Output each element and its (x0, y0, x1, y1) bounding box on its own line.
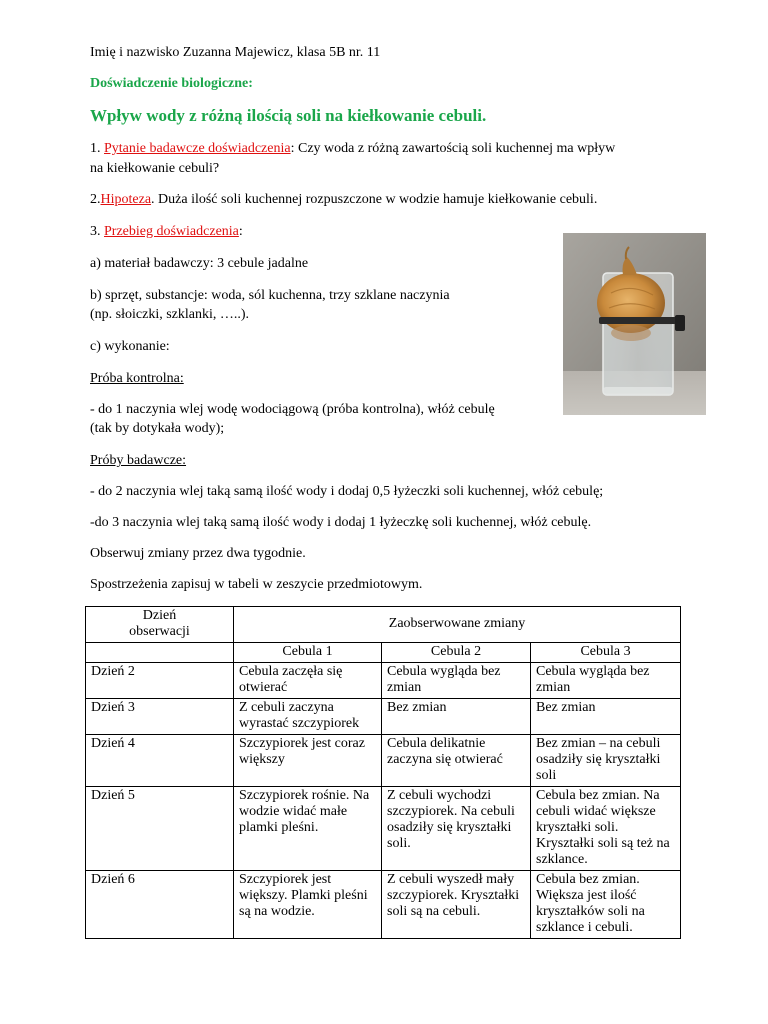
materials-line: a) materiał badawczy: 3 cebule jadalne (90, 256, 309, 271)
hypothesis-label: Hipoteza (100, 192, 152, 207)
table-onion-header-row (86, 643, 681, 663)
test3-line: -do 3 naczynia wlej taką samą ilość wody i dodaj 1 łyżeczkę soli kuchennej, włóż cebulę. (90, 515, 592, 530)
day-cell: Dzień 6 (86, 871, 234, 939)
header-onion-3: Cebula 3 (531, 643, 681, 663)
test2-line: - do 2 naczynia wlej taką samą ilość wody i dodaj 0,5 łyżeczki soli kuchennej, włóż cebulę; (90, 484, 604, 499)
day-cell: Dzień 5 (86, 787, 234, 871)
research-question-line1 (90, 140, 615, 158)
header-onion-2: Cebula 2 (382, 643, 531, 663)
procedure-label: Przebieg doświadczenia (104, 224, 239, 239)
onion1-cell: Cebula zaczęła się otwierać (234, 663, 382, 699)
onion1-cell: Szczypiorek jest większy. Plamki pleśni są na wodzie. (234, 871, 382, 939)
table-row (86, 699, 681, 735)
equipment-line1: b) sprzęt, substancje: woda, sól kuchenna, trzy szklane naczynia (90, 288, 450, 303)
onion2-cell: Z cebuli wychodzi szczypiorek. Na cebuli osadziły się kryształki soli. (382, 787, 531, 871)
header-onion-1: Cebula 1 (234, 643, 382, 663)
hypothesis-line (90, 191, 597, 209)
research-question-line2: na kiełkowanie cebuli? (90, 161, 220, 176)
section-label: Doświadczenie biologiczne: (90, 76, 253, 91)
record-line: Spostrzeżenia zapisuj w tabeli w zeszycie przedmiotowym. (90, 577, 423, 592)
control-heading: Próba kontrolna: (90, 371, 184, 386)
hypothesis-number: 2. (90, 192, 101, 207)
onion2-cell: Bez zmian (382, 699, 531, 735)
procedure-heading (90, 223, 243, 241)
table-row (86, 871, 681, 939)
procedure-colon: : (238, 224, 243, 239)
onion1-cell: Z cebuli zaczyna wyrastać szczypiorek (234, 699, 382, 735)
onion2-cell: Cebula delikatnie zaczyna się otwierać (382, 735, 531, 787)
tests-heading: Próby badawcze: (90, 453, 187, 468)
day-cell: Dzień 4 (86, 735, 234, 787)
onion2-cell: Z cebuli wyszedł mały szczypiorek. Kryształki soli są na cebuli. (382, 871, 531, 939)
onion3-cell: Bez zmian (531, 699, 681, 735)
header-changes-cell: Zaobserwowane zmiany (234, 607, 681, 643)
observation-table (85, 606, 681, 939)
onion1-cell: Szczypiorek rośnie. Na wodzie widać małe plamki pleśni. (234, 787, 382, 871)
day-cell: Dzień 3 (86, 699, 234, 735)
onion-glass-illustration (563, 233, 706, 415)
table-row (86, 787, 681, 871)
research-question-text: : Czy woda z różną zawartością soli kuchennej ma wpływ (290, 141, 616, 156)
onion3-cell: Cebula bez zmian. Na cebuli widać większe kryształki soli. Kryształki soli są też na szklance. (531, 787, 681, 871)
empty-header-cell (86, 643, 234, 663)
observe-line: Obserwuj zmiany przez dwa tygodnie. (90, 546, 306, 561)
control-line1: - do 1 naczynia wlej wodę wodociągową (próba kontrolna), włóż cebulę (90, 402, 495, 417)
onion3-cell: Bez zmian – na cebuli osadziły się kryształki soli (531, 735, 681, 787)
header-day-line2: obserwacji (129, 624, 190, 639)
onion3-cell: Cebula wygląda bez zmian (531, 663, 681, 699)
table-row (86, 663, 681, 699)
onion3-cell: Cebula bez zmian. Większa jest ilość kryształków soli na szklance i cebuli. (531, 871, 681, 939)
onion2-cell: Cebula wygląda bez zmian (382, 663, 531, 699)
header-day-line1: Dzień (142, 608, 177, 623)
document-title: Wpływ wody z różną ilością soli na kiełkowanie cebuli. (90, 106, 487, 125)
table-header-row (86, 607, 681, 643)
day-cell: Dzień 2 (86, 663, 234, 699)
hypothesis-text: . Duża ilość soli kuchennej rozpuszczone w wodzie hamuje kiełkowanie cebuli. (151, 192, 598, 207)
table-row (86, 735, 681, 787)
control-line2: (tak by dotykała wody); (90, 421, 225, 436)
header-day-cell (86, 607, 234, 643)
equipment-line2: (np. słoiczki, szklanki, …..). (90, 307, 250, 322)
onion-glass-photo (563, 233, 706, 415)
onion1-cell: Szczypiorek jest coraz większy (234, 735, 382, 787)
execution-line: c) wykonanie: (90, 339, 170, 354)
research-question-number: 1. (90, 141, 104, 156)
student-header: Imię i nazwisko Zuzanna Majewicz, klasa 5B nr. 11 (90, 45, 381, 60)
research-question-label: Pytanie badawcze doświadczenia (104, 141, 291, 156)
procedure-number: 3. (90, 224, 104, 239)
